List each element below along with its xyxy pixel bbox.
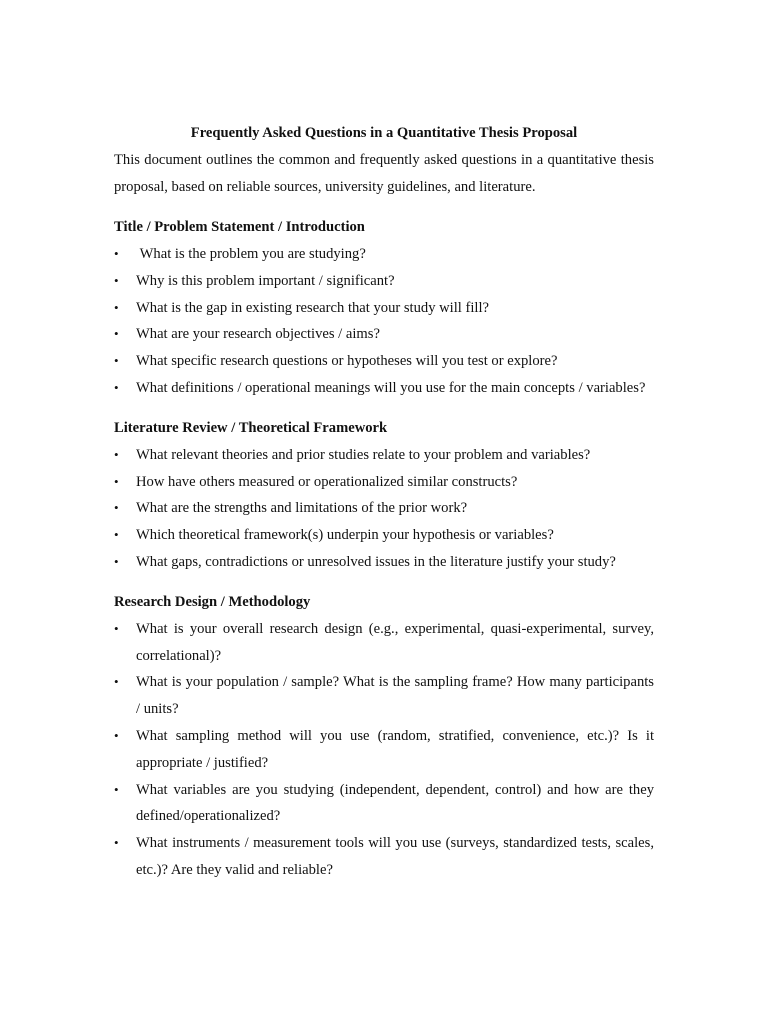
document-title: Frequently Asked Questions in a Quantitative Thesis Proposal bbox=[190, 125, 578, 141]
section-literature-review bbox=[114, 415, 654, 576]
list-item: • What instruments / measurement tools will you use (surveys, standardized tests, scales, etc.)? Are they valid and reliable? bbox=[114, 830, 654, 884]
section-heading: Research Design / Methodology bbox=[114, 593, 311, 610]
bullet-icon: • bbox=[114, 272, 119, 288]
list-item: • What definitions / operational meanings will you use for the main concepts / variables? bbox=[114, 375, 654, 402]
list-item: • Which theoretical framework(s) underpin your hypothesis or variables? bbox=[114, 522, 654, 549]
list-item: • What is your population / sample? What is the sampling frame? How many participants / units? bbox=[114, 669, 654, 723]
bullet-icon: • bbox=[114, 246, 119, 261]
bullet-icon: • bbox=[114, 299, 119, 315]
bullet-icon: • bbox=[114, 835, 119, 851]
bullet-icon: • bbox=[114, 379, 119, 395]
list-item: • What relevant theories and prior studies relate to your problem and variables? bbox=[114, 442, 654, 469]
list-item: • What variables are you studying (independent, dependent, control) and how are they defined/operationalized? bbox=[114, 777, 654, 831]
list-item: • What are your research objectives / aims? bbox=[114, 321, 654, 348]
section-problem-statement bbox=[114, 214, 654, 402]
list-item: • What gaps, contradictions or unresolved issues in the literature justify your study? bbox=[114, 549, 654, 576]
list-item: • What sampling method will you use (random, stratified, convenience, etc.)? Is it appropriate / justified? bbox=[114, 723, 654, 777]
bullet-icon: • bbox=[114, 527, 119, 543]
bullet-icon: • bbox=[114, 446, 119, 462]
list-item: • What specific research questions or hypotheses will you test or explore? bbox=[114, 348, 654, 375]
list-item: • How have others measured or operationalized similar constructs? bbox=[114, 469, 654, 496]
list-item: • Why is this problem important / significant? bbox=[114, 268, 654, 295]
bullet-icon: • bbox=[114, 353, 119, 369]
section-heading: Title / Problem Statement / Introduction bbox=[114, 219, 365, 235]
intro-paragraph: This document outlines the common and frequently asked questions in a quantitative thesis proposal, based on reliable sources, university guidelines, and literature. bbox=[114, 152, 654, 195]
bullet-icon: • bbox=[114, 674, 119, 690]
bullet-icon: • bbox=[114, 326, 119, 342]
bullet-icon: • bbox=[114, 620, 119, 636]
document-page bbox=[114, 122, 654, 884]
list-item: • What is the gap in existing research that your study will fill? bbox=[114, 295, 654, 322]
bullet-icon: • bbox=[114, 553, 119, 569]
bullet-icon: • bbox=[114, 781, 119, 797]
section-heading: Literature Review / Theoretical Framework bbox=[114, 419, 388, 436]
bullet-icon: • bbox=[114, 500, 119, 516]
question-list bbox=[114, 442, 654, 576]
list-item: • What is your overall research design (e.g., experimental, quasi-experimental, survey, correlational)? bbox=[114, 616, 654, 670]
question-list bbox=[114, 241, 654, 402]
section-research-design bbox=[114, 589, 654, 884]
bullet-icon: • bbox=[114, 473, 119, 489]
list-item: • What are the strengths and limitations of the prior work? bbox=[114, 495, 654, 522]
list-item: • What is the problem you are studying? bbox=[114, 241, 654, 268]
bullet-icon: • bbox=[114, 727, 119, 743]
question-list bbox=[114, 616, 654, 884]
